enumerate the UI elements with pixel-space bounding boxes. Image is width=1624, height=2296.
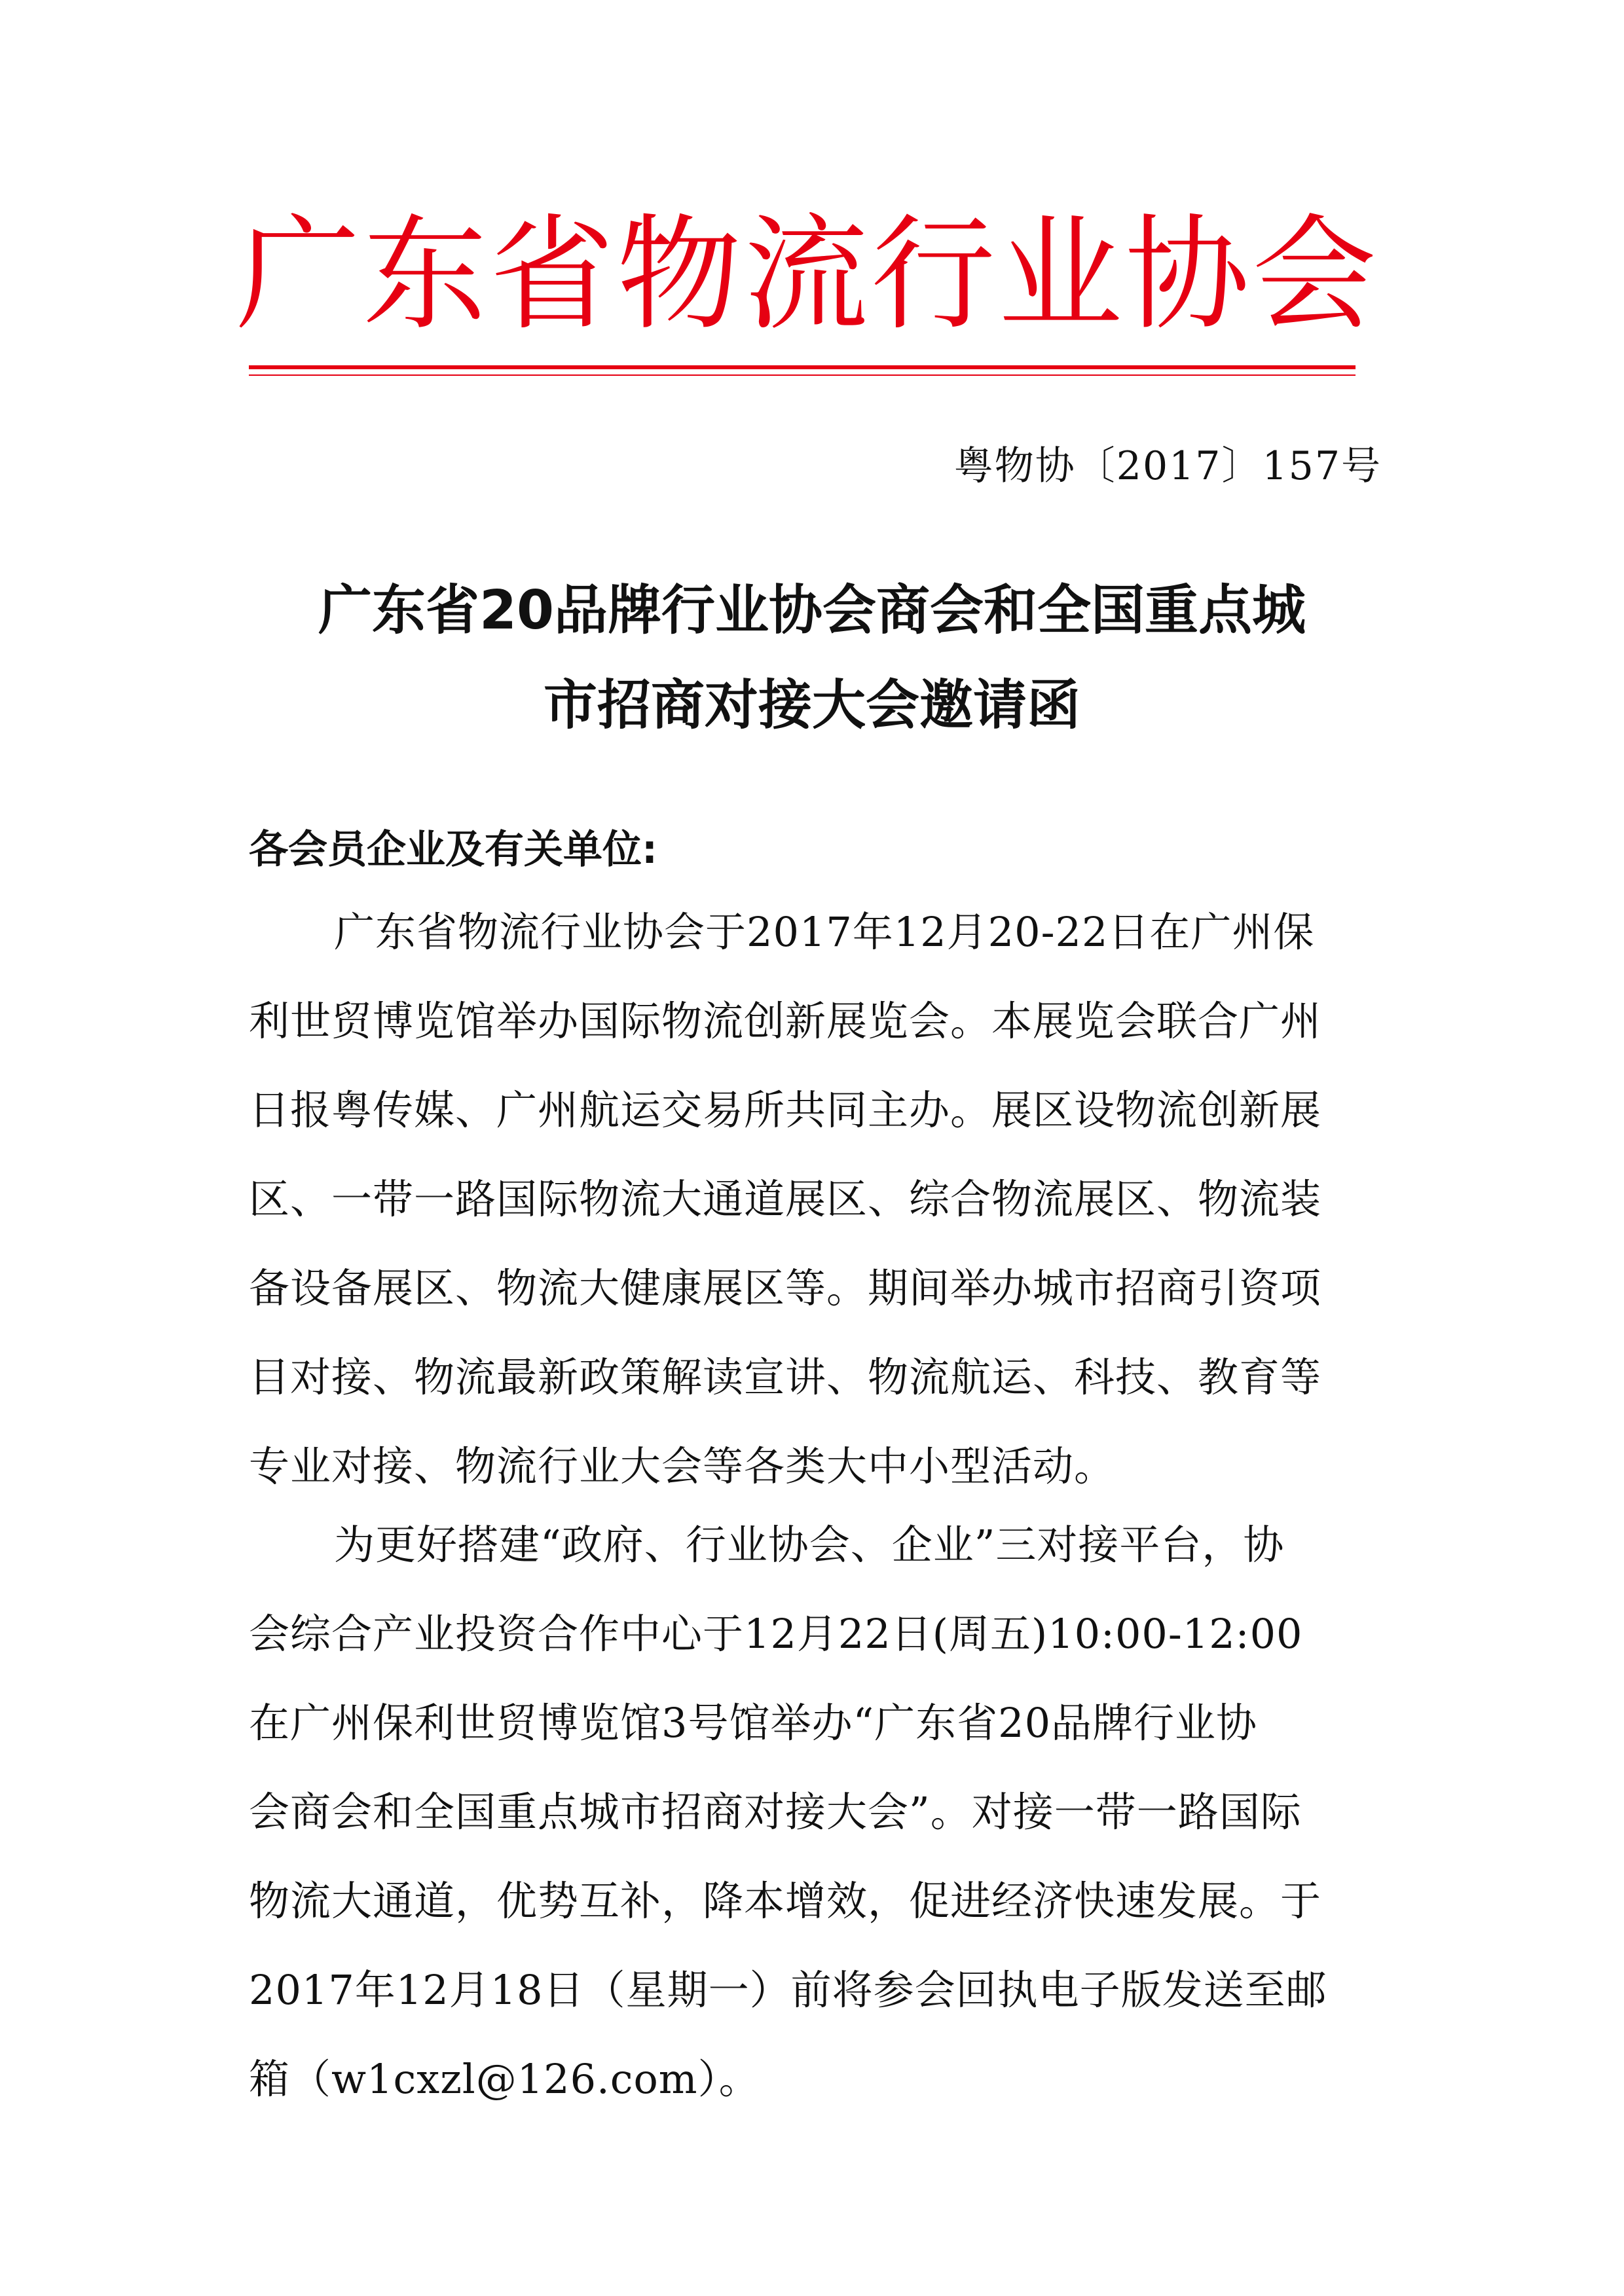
paragraph-line: 目对接、物流最新政策解读宣讲、物流航运、科技、教育等 [249,1353,1322,1401]
paragraph-line: 专业对接、物流行业大会等各类大中小型活动。 [249,1442,1116,1490]
paragraph-line: 会商会和全国重点城市招商对接大会”。对接一带一路国际 [249,1788,1302,1836]
paragraph-line: 2017年12月18日（星期一）前将参会回执电子版发送至邮 [249,1966,1327,2014]
document-number: 粤物协〔2017〕157号 [953,443,1382,489]
paragraph-line: 备设备展区、物流大健康展区等。期间举办城市招商引资项 [249,1264,1322,1312]
paragraph-line: 广东省物流行业协会于2017年12月20-22日在广州保 [334,908,1315,956]
paragraph-line: 区、一带一路国际物流大通道展区、综合物流展区、物流装 [249,1175,1322,1223]
paragraph-line: 为更好搭建“政府、行业协会、企业”三对接平台，协 [334,1521,1285,1569]
salutation: 各会员企业及有关单位: [249,827,657,873]
letterhead-rule-thin [249,374,1356,376]
paragraph-1 [249,888,1388,1511]
paragraph-line: 物流大通道，优势互补，降本增效，促进经济快速发展。于 [249,1877,1322,1925]
document-title-line-2: 市招商对接大会邀请函 [543,674,1080,737]
email-line: 箱（w1cxzl@126.com）。 [249,2055,760,2103]
letterhead-title: 广东省物流行业协会 [236,202,1380,347]
paragraph-line: 利世贸博览馆举办国际物流创新展览会。本展览会联合广州 [249,997,1322,1045]
document-title-line-1: 广东省20品牌行业协会商会和全国重点城 [318,579,1306,642]
document-title [236,563,1388,753]
paragraph-line: 日报粤传媒、广州航运交易所共同主办。展区设物流创新展 [249,1086,1322,1134]
paragraph-line: 在广州保利世贸博览馆3号馆举办“广东省20品牌行业协 [249,1699,1258,1747]
letterhead-rule-thick [249,365,1356,369]
paragraph-line: 会综合产业投资合作中心于12月22日(周五)10:00-12:00 [249,1610,1303,1658]
paragraph-2 [249,1501,1388,2124]
